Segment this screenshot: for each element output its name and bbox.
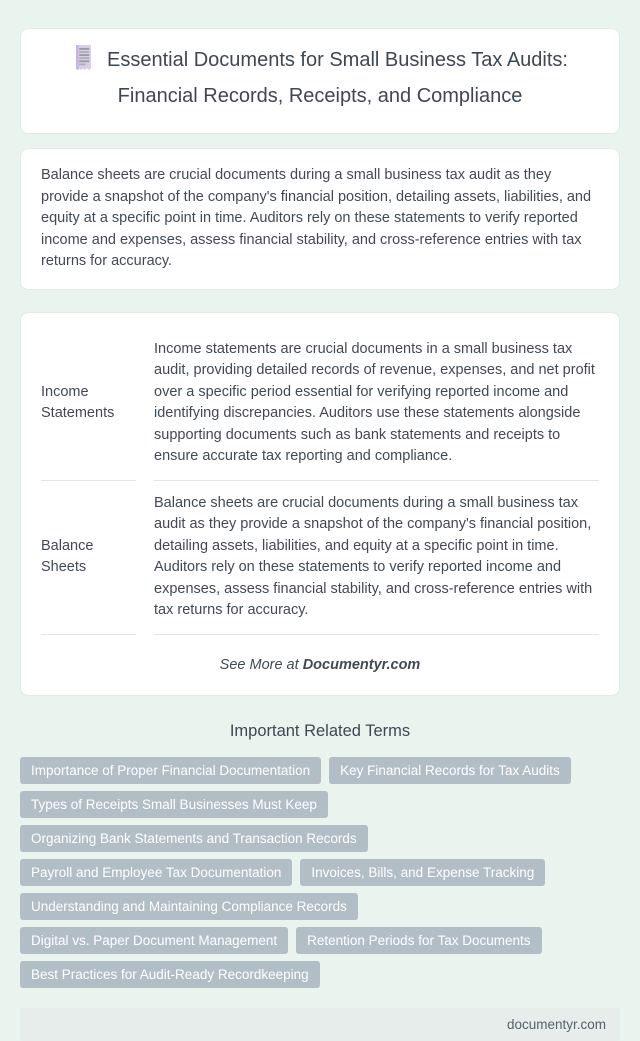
definition-cell: Income statements are crucial documents in a small business tax audit, providing detailed records of revenue, expenses, and net profit over a specific period essential for verifying reported income and identifying discrepancies. Auditors use these statements alongside supporting documents such as bank statements and receipts to ensure accurate tax reporting and compliance. [154,327,599,481]
definition-cell: Balance sheets are crucial documents during a small business tax audit as they provide a snapshot of the company's financial position, detailing assets, liabilities, and equity at a specific point in time. Auditors rely on these statements to verify reported income and expenses, assess financial stability, and cross-reference entries with tax returns for accuracy. [154,481,599,635]
definition-table-card [20,312,620,696]
related-term-tag[interactable]: Organizing Bank Statements and Transaction Records [20,825,368,852]
footer-site-link[interactable]: documentyr.com [506,1016,606,1032]
intro-card [20,148,620,290]
related-terms-heading: Important Related Terms [229,721,411,740]
related-term-tag[interactable]: Understanding and Maintaining Compliance Records [20,893,358,920]
related-term-tag[interactable]: Invoices, Bills, and Expense Tracking [300,859,545,886]
intro-paragraph: Balance sheets are crucial documents during a small business tax audit as they provide a snapshot of the company's financial position, detailing assets, liabilities, and equity at a specific point in time. Auditors rely on these statements to verify reported income and expenses, assess financial stability, and cross-reference entries with tax returns for accuracy. [41,167,592,269]
page-title [47,44,593,112]
related-term-tag[interactable]: Digital vs. Paper Document Management [20,927,288,954]
brand-name: Documentyr.com [302,656,421,673]
footer-bar [20,1008,620,1041]
term-cell: Income Statements [41,327,136,481]
table-row [41,327,599,481]
related-term-tag[interactable]: Retention Periods for Tax Documents [296,927,541,954]
related-term-tag[interactable]: Types of Receipts Small Businesses Must Keep [20,791,328,818]
related-terms-tags [20,757,620,988]
table-row [41,481,599,635]
see-more-prefix: See More at [219,656,299,673]
page-title-text: Essential Documents for Small Business Tax Audits: Financial Records, Receipts, and Compliance [107,49,568,107]
related-term-tag[interactable]: Importance of Proper Financial Documentation [20,757,321,784]
term-cell: Balance Sheets [41,481,136,635]
see-more-line [41,657,599,673]
header-card [20,28,620,134]
related-term-tag[interactable]: Key Financial Records for Tax Audits [329,757,571,784]
related-term-tag[interactable]: Best Practices for Audit-Ready Recordkeeping [20,961,320,988]
related-term-tag[interactable]: Payroll and Employee Tax Documentation [20,859,292,886]
receipt-icon [72,44,94,81]
